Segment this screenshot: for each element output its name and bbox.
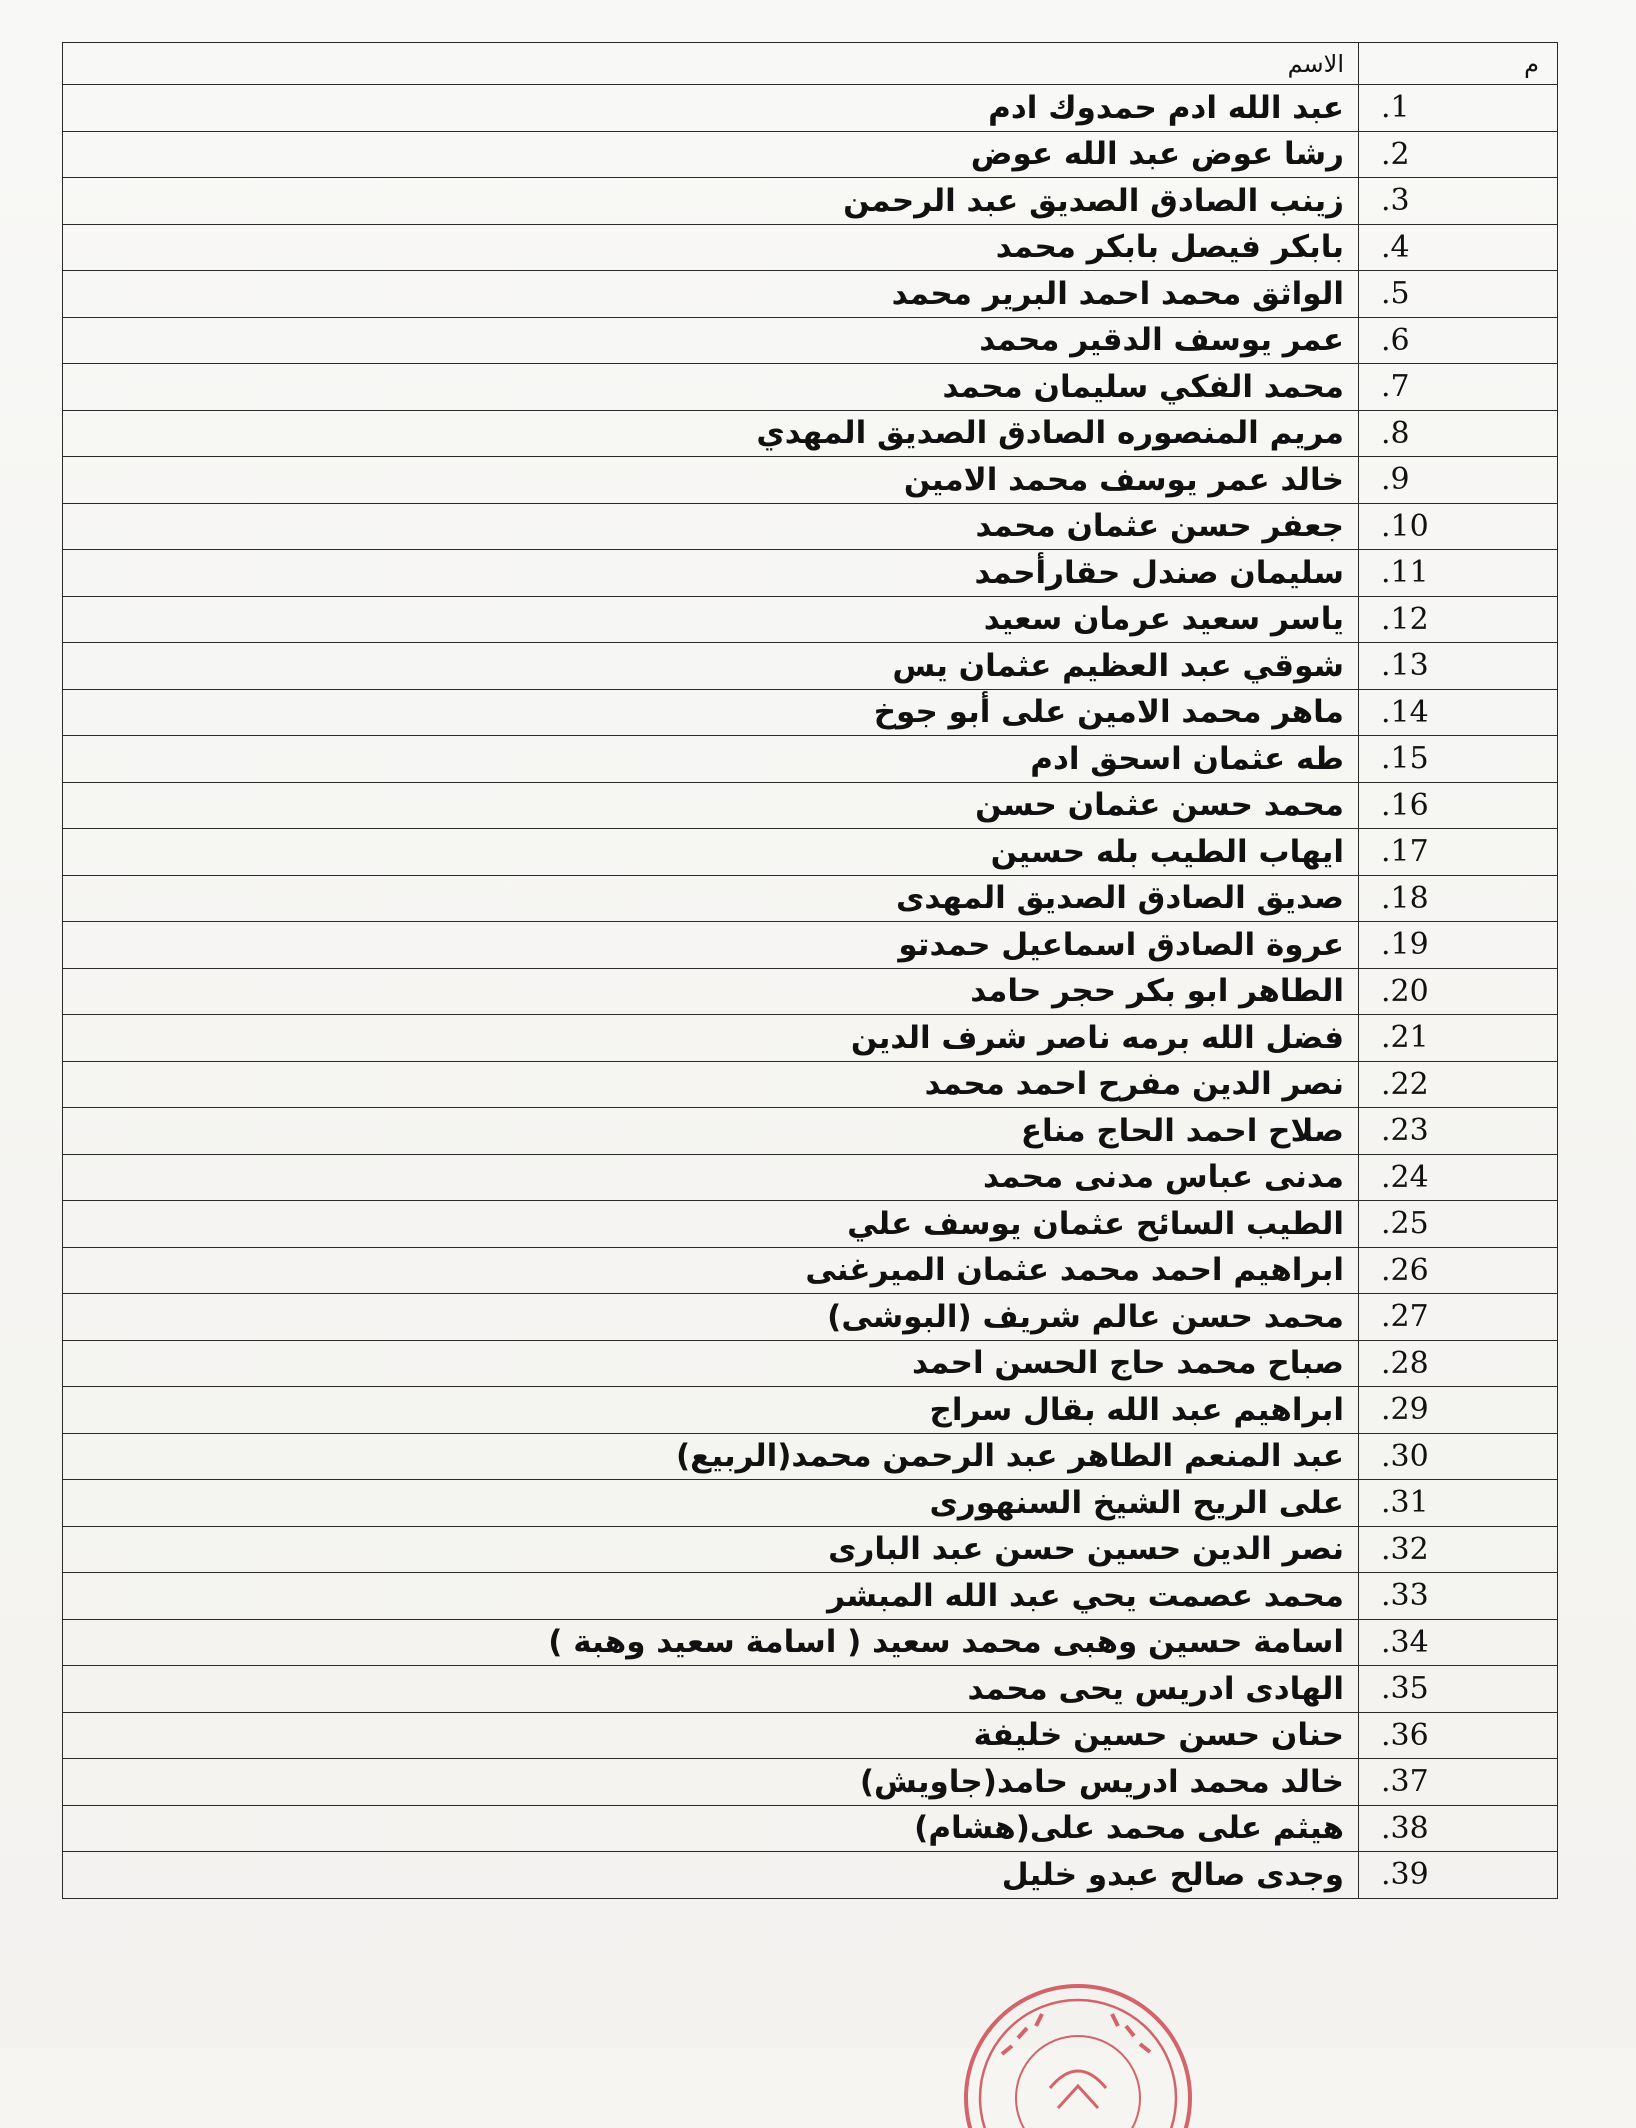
table-row bbox=[63, 1759, 1558, 1806]
row-number: .23 bbox=[1359, 1108, 1558, 1155]
table-row bbox=[63, 457, 1558, 504]
row-name: الهادى ادريس يحى محمد bbox=[63, 1666, 1359, 1713]
header-name: الاسم bbox=[63, 43, 1359, 85]
row-name: عروة الصادق اسماعيل حمدتو bbox=[63, 922, 1359, 969]
table-row bbox=[63, 1340, 1558, 1387]
table-row bbox=[63, 875, 1558, 922]
row-number: .11 bbox=[1359, 550, 1558, 597]
row-number: .4 bbox=[1359, 224, 1558, 271]
table-row bbox=[63, 1433, 1558, 1480]
row-name: محمد حسن عثمان حسن bbox=[63, 782, 1359, 829]
row-number: .30 bbox=[1359, 1433, 1558, 1480]
table-row bbox=[63, 1852, 1558, 1899]
table-row bbox=[63, 271, 1558, 318]
table-row bbox=[63, 643, 1558, 690]
row-name: مدنى عباس مدنى محمد bbox=[63, 1154, 1359, 1201]
row-number: .21 bbox=[1359, 1015, 1558, 1062]
row-number: .20 bbox=[1359, 968, 1558, 1015]
table-row bbox=[63, 689, 1558, 736]
table-row bbox=[63, 1294, 1558, 1341]
row-name: وجدى صالح عبدو خليل bbox=[63, 1852, 1359, 1899]
row-number: .37 bbox=[1359, 1759, 1558, 1806]
row-name: رشا عوض عبد الله عوض bbox=[63, 131, 1359, 178]
row-number: .27 bbox=[1359, 1294, 1558, 1341]
table-row bbox=[63, 968, 1558, 1015]
row-number: .15 bbox=[1359, 736, 1558, 783]
row-name: عبد الله ادم حمدوك ادم bbox=[63, 85, 1359, 132]
table-row bbox=[63, 782, 1558, 829]
row-name: سليمان صندل حقارأحمد bbox=[63, 550, 1359, 597]
table-row bbox=[63, 1061, 1558, 1108]
row-number: .3 bbox=[1359, 178, 1558, 225]
row-number: .17 bbox=[1359, 829, 1558, 876]
row-number: .39 bbox=[1359, 1852, 1558, 1899]
row-name: على الريح الشيخ السنهورى bbox=[63, 1480, 1359, 1527]
row-number: .31 bbox=[1359, 1480, 1558, 1527]
row-number: .1 bbox=[1359, 85, 1558, 132]
table-row bbox=[63, 1387, 1558, 1434]
table-row bbox=[63, 131, 1558, 178]
row-name: ياسر سعيد عرمان سعيد bbox=[63, 596, 1359, 643]
row-name: محمد حسن عالم شريف (البوشى) bbox=[63, 1294, 1359, 1341]
row-number: .38 bbox=[1359, 1805, 1558, 1852]
row-number: .16 bbox=[1359, 782, 1558, 829]
header-number: م bbox=[1359, 43, 1558, 85]
table-row bbox=[63, 829, 1558, 876]
table-row bbox=[63, 1712, 1558, 1759]
row-name: ماهر محمد الامين على أبو جوخ bbox=[63, 689, 1359, 736]
row-name: حنان حسن حسين خليفة bbox=[63, 1712, 1359, 1759]
row-number: .35 bbox=[1359, 1666, 1558, 1713]
row-name: شوقي عبد العظيم عثمان يس bbox=[63, 643, 1359, 690]
table-row bbox=[63, 736, 1558, 783]
table-row bbox=[63, 503, 1558, 550]
row-number: .26 bbox=[1359, 1247, 1558, 1294]
row-name: عبد المنعم الطاهر عبد الرحمن محمد(الربيع) bbox=[63, 1433, 1359, 1480]
row-name: صديق الصادق الصديق المهدى bbox=[63, 875, 1359, 922]
table-row bbox=[63, 410, 1558, 457]
row-name: هيثم على محمد على(هشام) bbox=[63, 1805, 1359, 1852]
table-row bbox=[63, 364, 1558, 411]
table-row bbox=[63, 1108, 1558, 1155]
row-number: .8 bbox=[1359, 410, 1558, 457]
row-number: .14 bbox=[1359, 689, 1558, 736]
row-name: محمد عصمت يحي عبد الله المبشر bbox=[63, 1573, 1359, 1620]
row-name: فضل الله برمه ناصر شرف الدين bbox=[63, 1015, 1359, 1062]
table-row bbox=[63, 178, 1558, 225]
row-number: .22 bbox=[1359, 1061, 1558, 1108]
row-name: جعفر حسن عثمان محمد bbox=[63, 503, 1359, 550]
official-stamp bbox=[958, 1968, 1198, 2128]
table-row bbox=[63, 922, 1558, 969]
row-name: الطيب السائح عثمان يوسف علي bbox=[63, 1201, 1359, 1248]
row-number: .28 bbox=[1359, 1340, 1558, 1387]
row-number: .12 bbox=[1359, 596, 1558, 643]
row-name: نصر الدين مفرح احمد محمد bbox=[63, 1061, 1359, 1108]
row-number: .9 bbox=[1359, 457, 1558, 504]
row-number: .29 bbox=[1359, 1387, 1558, 1434]
table-row bbox=[63, 1015, 1558, 1062]
row-name: الطاهر ابو بكر حجر حامد bbox=[63, 968, 1359, 1015]
table-row bbox=[63, 596, 1558, 643]
table-row bbox=[63, 1805, 1558, 1852]
row-number: .24 bbox=[1359, 1154, 1558, 1201]
row-name: زينب الصادق الصديق عبد الرحمن bbox=[63, 178, 1359, 225]
row-name: ايهاب الطيب بله حسين bbox=[63, 829, 1359, 876]
row-name: خالد محمد ادريس حامد(جاويش) bbox=[63, 1759, 1359, 1806]
row-number: .34 bbox=[1359, 1619, 1558, 1666]
table-row bbox=[63, 1619, 1558, 1666]
row-number: .19 bbox=[1359, 922, 1558, 969]
names-table bbox=[62, 42, 1558, 1899]
row-name: ابراهيم احمد محمد عثمان الميرغنى bbox=[63, 1247, 1359, 1294]
row-number: .36 bbox=[1359, 1712, 1558, 1759]
row-name: صلاح احمد الحاج مناع bbox=[63, 1108, 1359, 1155]
row-number: .7 bbox=[1359, 364, 1558, 411]
table-row bbox=[63, 317, 1558, 364]
row-name: بابكر فيصل بابكر محمد bbox=[63, 224, 1359, 271]
row-name: نصر الدين حسين حسن عبد البارى bbox=[63, 1526, 1359, 1573]
row-number: .5 bbox=[1359, 271, 1558, 318]
row-number: .33 bbox=[1359, 1573, 1558, 1620]
table-row bbox=[63, 1666, 1558, 1713]
row-name: صباح محمد حاج الحسن احمد bbox=[63, 1340, 1359, 1387]
row-number: .6 bbox=[1359, 317, 1558, 364]
table-row bbox=[63, 85, 1558, 132]
table-row bbox=[63, 1480, 1558, 1527]
table-row bbox=[63, 1247, 1558, 1294]
table-row bbox=[63, 1573, 1558, 1620]
row-number: .2 bbox=[1359, 131, 1558, 178]
row-number: .10 bbox=[1359, 503, 1558, 550]
table-row bbox=[63, 1154, 1558, 1201]
row-number: .32 bbox=[1359, 1526, 1558, 1573]
row-name: مريم المنصوره الصادق الصديق المهدي bbox=[63, 410, 1359, 457]
row-name: الواثق محمد احمد البرير محمد bbox=[63, 271, 1359, 318]
row-number: .25 bbox=[1359, 1201, 1558, 1248]
row-name: عمر يوسف الدقير محمد bbox=[63, 317, 1359, 364]
row-name: ابراهيم عبد الله بقال سراج bbox=[63, 1387, 1359, 1434]
row-number: .18 bbox=[1359, 875, 1558, 922]
table-header-row bbox=[63, 43, 1558, 85]
row-name: طه عثمان اسحق ادم bbox=[63, 736, 1359, 783]
table-row bbox=[63, 550, 1558, 597]
table-row bbox=[63, 1526, 1558, 1573]
row-number: .13 bbox=[1359, 643, 1558, 690]
table-row bbox=[63, 224, 1558, 271]
row-name: اسامة حسين وهبى محمد سعيد ( اسامة سعيد وهبة ) bbox=[63, 1619, 1359, 1666]
row-name: خالد عمر يوسف محمد الامين bbox=[63, 457, 1359, 504]
row-name: محمد الفكي سليمان محمد bbox=[63, 364, 1359, 411]
table-row bbox=[63, 1201, 1558, 1248]
